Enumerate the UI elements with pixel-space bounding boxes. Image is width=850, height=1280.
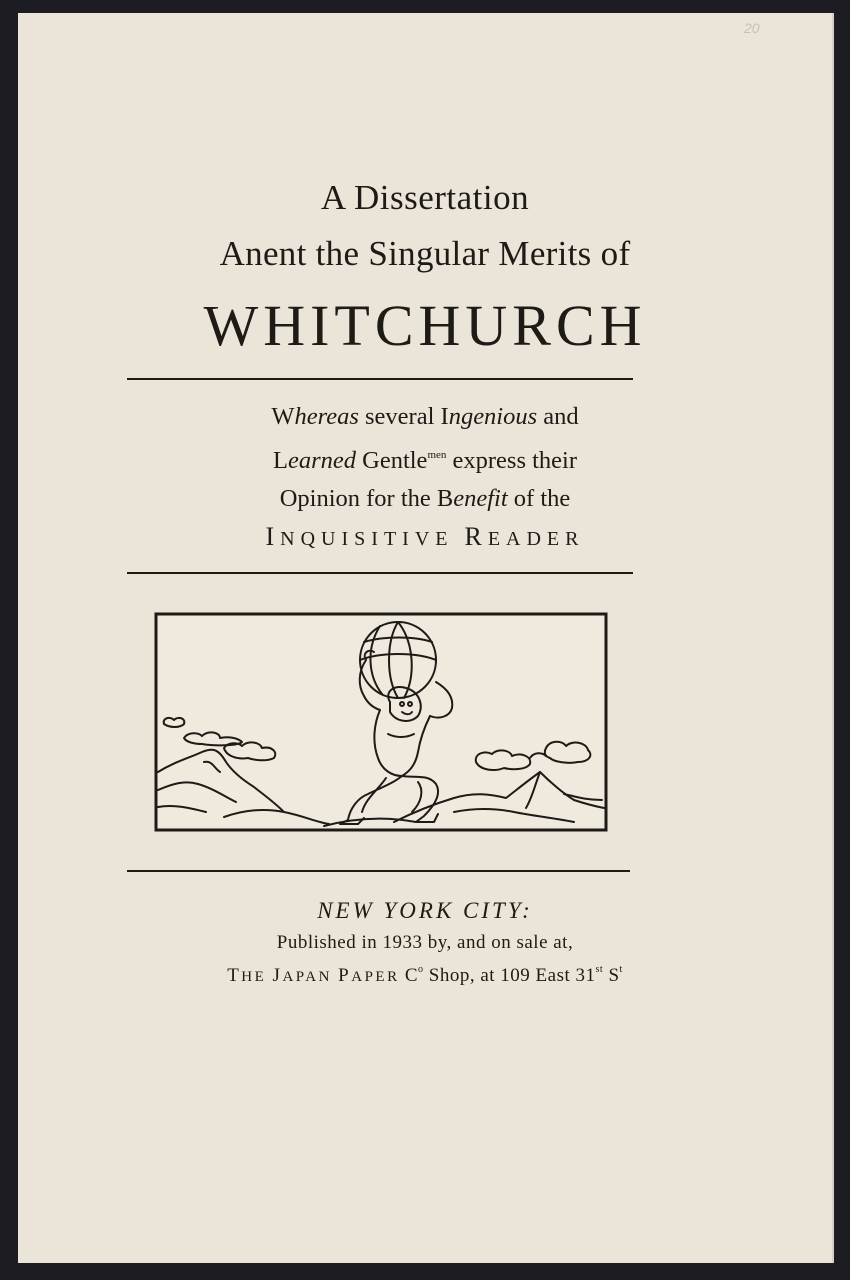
preface-cap: R <box>464 522 488 551</box>
divider-bottom <box>127 870 630 872</box>
preface-text: several I <box>358 403 449 430</box>
imprint-text: S <box>603 965 620 986</box>
title-line-2: Anent the Singular Merits of <box>219 234 631 273</box>
preface-line-2 <box>0 436 850 480</box>
imprint-superscript: o <box>418 964 424 975</box>
imprint-city: NEW YORK CITY: <box>317 898 533 923</box>
imprint-smallcaps <box>227 965 400 986</box>
preface-text: Gentle <box>356 447 428 474</box>
title-line-1: A Dissertation <box>320 178 530 217</box>
preface-italic: ngenious <box>448 403 538 430</box>
imprint-text: C <box>399 965 419 986</box>
imprint-shop <box>0 964 850 987</box>
imprint-text: APER <box>351 969 400 985</box>
preface-line-4 <box>0 518 850 558</box>
imprint-superscript: st <box>595 964 604 975</box>
preface-superscript: men <box>427 449 447 461</box>
preface-paragraph <box>0 398 850 558</box>
imprint-superscript: t <box>619 964 623 975</box>
imprint-text: HE <box>241 969 273 985</box>
preface-text: express their <box>446 447 578 474</box>
divider-top <box>127 378 633 380</box>
preface-cap: I <box>265 522 281 551</box>
pencil-mark: 20 <box>744 20 760 36</box>
preface-italic: enefit <box>453 485 508 512</box>
preface-text: and <box>537 403 579 430</box>
divider-middle <box>127 572 633 574</box>
preface-smallcaps: NQUISITIVE <box>280 528 465 550</box>
imprint-text: APAN <box>282 969 339 985</box>
preface-line-1 <box>0 398 850 436</box>
preface-smallcaps: EADER <box>487 528 585 550</box>
imprint-cap: P <box>338 965 352 986</box>
title-main: WHITCHURCH <box>203 293 647 358</box>
preface-text: W <box>271 403 295 430</box>
imprint-published: Published in 1933 by, and on sale at, <box>276 932 574 953</box>
preface-text: L <box>272 447 288 474</box>
imprint-cap: J <box>272 965 283 986</box>
preface-text: of the <box>507 485 571 512</box>
imprint-cap: T <box>227 965 242 986</box>
preface-text: Opinion for the B <box>279 485 454 512</box>
preface-italic: earned <box>287 447 356 474</box>
preface-line-3 <box>0 480 850 518</box>
preface-italic: hereas <box>294 403 359 430</box>
atlas-woodcut-illustration <box>154 612 608 832</box>
imprint-text: Shop, at 109 East 31 <box>423 965 596 986</box>
